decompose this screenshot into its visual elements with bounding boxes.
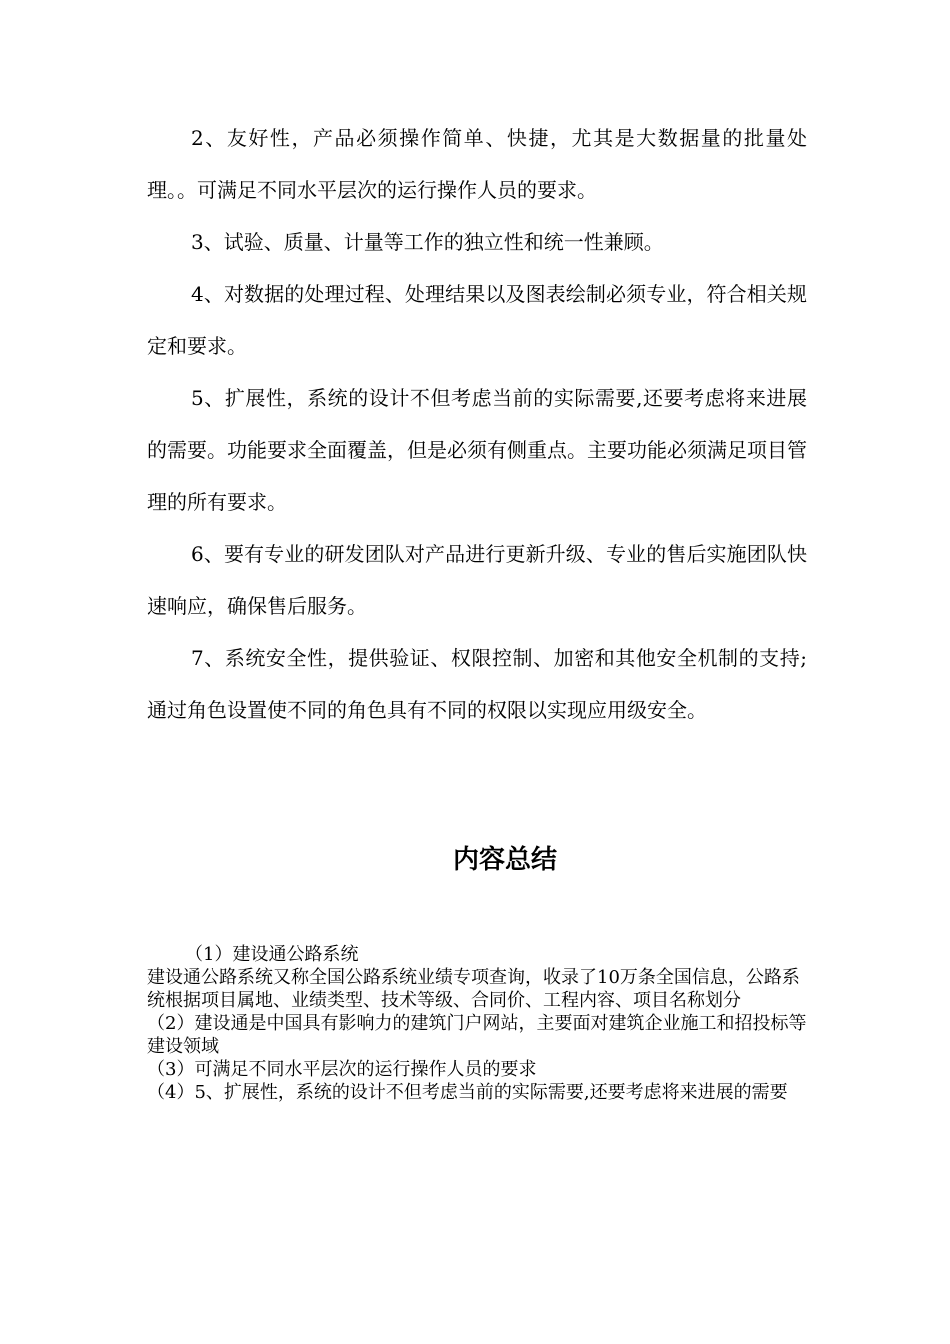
summary-item-3: （3）可满足不同水平层次的运行操作人员的要求 [147, 1059, 537, 1080]
summary-title: 内容总结 [452, 845, 557, 875]
paragraph-6-support-team: 6、要有专业的研发团队对产品进行更新升级、专业的售后实施团队快速响应，确保售后服务。 [147, 542, 807, 618]
summary-item-4: （4）5、扩展性，系统的设计不但考虑当前的实际需要,还要考虑将来进展的需要 [147, 1082, 788, 1103]
paragraph-5-extensibility: 5、扩展性，系统的设计不但考虑当前的实际需要,还要考虑将来进展的需要。功能要求全面覆盖，但是必须有侧重点。主要功能必须满足项目管理的所有要求。 [147, 386, 807, 514]
summary-section [147, 943, 807, 1104]
requirements-body [147, 112, 807, 736]
summary-item-1: （1）建设通公路系统 [185, 944, 359, 965]
summary-item-1-detail: 建设通公路系统又称全国公路系统业绩专项查询，收录了10万条全国信息，公路系统根据项目属地、业绩类型、技术等级、合同价、工程内容、项目名称划分 [147, 967, 800, 1011]
paragraph-4-data-processing: 4、对数据的处理过程、处理结果以及图表绘制必须专业，符合相关规定和要求。 [147, 282, 807, 358]
paragraph-2-usability: 2、友好性，产品必须操作简单、快捷，尤其是大数据量的批量处理。。可满足不同水平层次的运行操作人员的要求。 [147, 126, 807, 202]
paragraph-3-independence: 3、试验、质量、计量等工作的独立性和统一性兼顾。 [191, 230, 664, 254]
summary-item-2: （2）建设通是中国具有影响力的建筑门户网站，主要面对建筑企业施工和招投标等建设领域 [147, 1013, 807, 1057]
paragraph-7-security: 7、系统安全性，提供验证、权限控制、加密和其他安全机制的支持;通过角色设置使不同的角色具有不同的权限以实现应用级安全。 [147, 646, 807, 722]
